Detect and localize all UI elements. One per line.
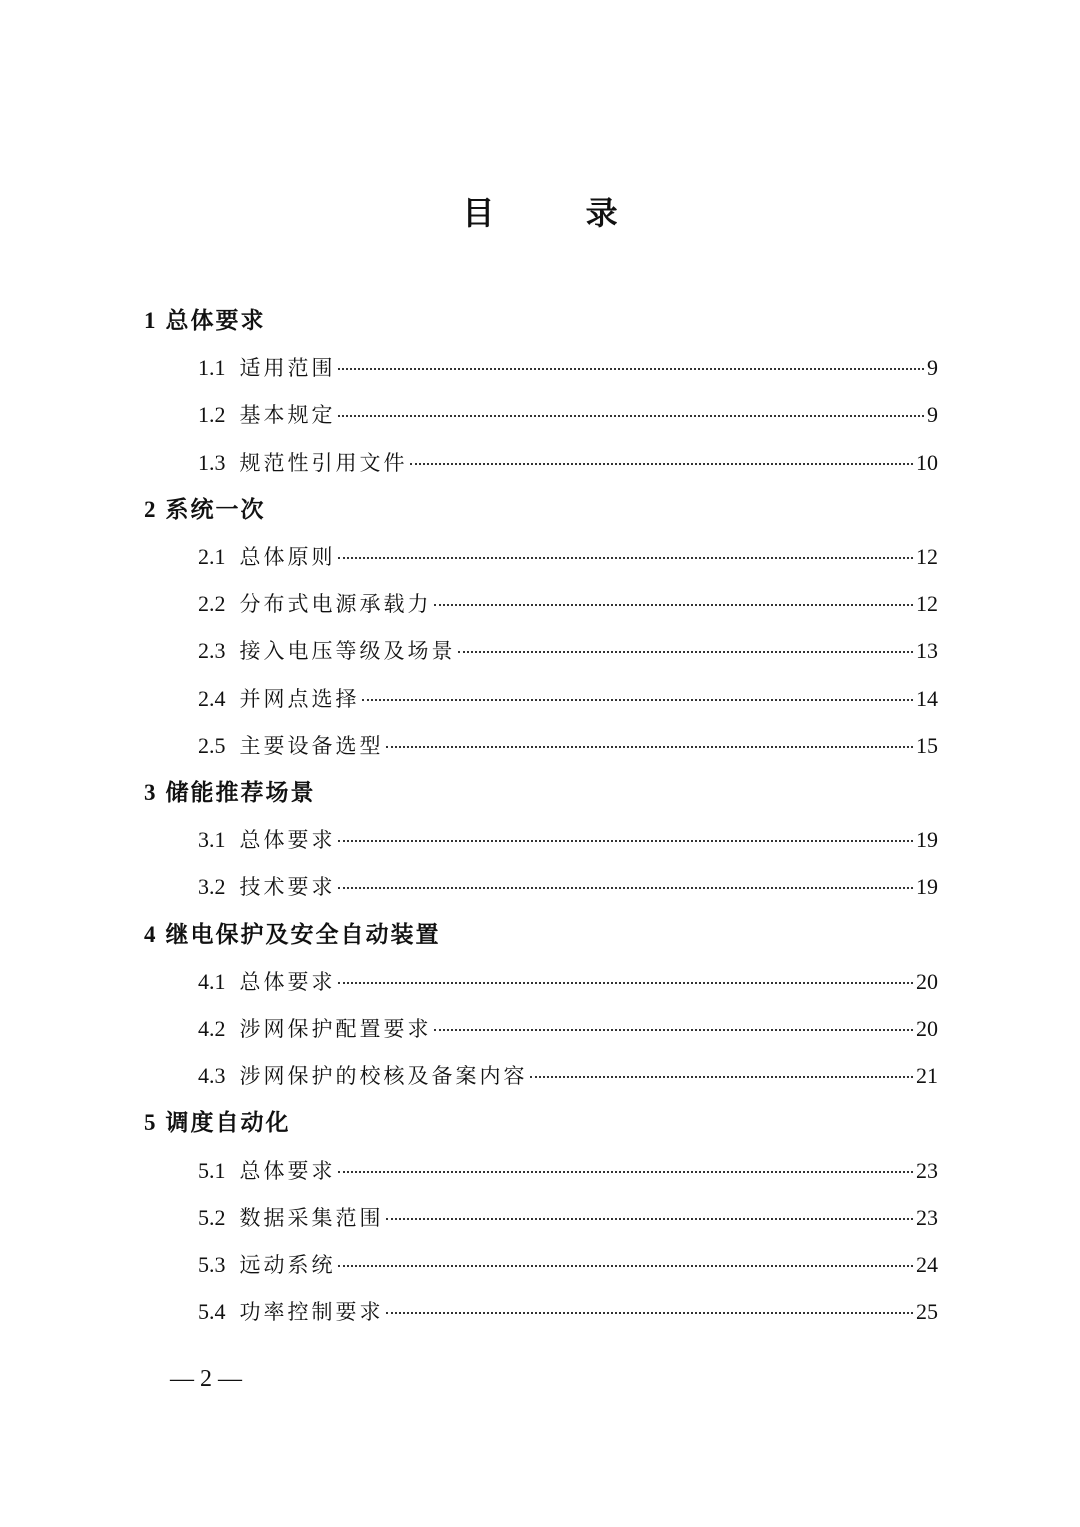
dot-leader	[386, 746, 914, 748]
toc-entry[interactable]	[198, 1203, 938, 1233]
section-title: 主要设备选型	[239, 733, 384, 758]
toc-entry[interactable]	[198, 825, 938, 855]
chapter-number: 2	[144, 496, 156, 522]
dot-leader	[434, 1029, 914, 1031]
section-title: 涉网保护配置要求	[239, 1017, 432, 1041]
page-number: 13	[916, 638, 938, 664]
section-number: 2.5	[198, 732, 226, 758]
section-title: 并网点选择	[239, 686, 360, 711]
dot-leader	[338, 887, 914, 889]
page-number: 23	[916, 1157, 938, 1183]
toc-chapter[interactable]	[144, 778, 316, 808]
chapter-title: 调度自动化	[165, 1110, 291, 1137]
chapter-number: 5	[144, 1110, 156, 1136]
section-title: 规范性引用文件	[239, 450, 408, 475]
section-title: 基本规定	[239, 403, 336, 428]
page-number: 9	[927, 355, 938, 381]
section-title: 分布式电源承载力	[239, 592, 432, 617]
toc-entry[interactable]	[198, 1250, 938, 1280]
section-title: 涉网保护的校核及备案内容	[239, 1064, 528, 1089]
page-number: 10	[916, 449, 938, 475]
dot-leader	[362, 699, 914, 701]
section-number: 3.2	[198, 874, 226, 900]
dot-leader	[530, 1076, 914, 1078]
dot-leader	[338, 415, 925, 417]
toc-entry[interactable]	[198, 400, 938, 430]
page-number: 14	[916, 685, 938, 711]
page-number: 23	[916, 1204, 938, 1230]
section-number: 5.1	[198, 1157, 226, 1183]
section-title: 功率控制要求	[239, 1300, 384, 1325]
dot-leader	[434, 604, 914, 606]
toc-entry[interactable]	[198, 731, 938, 761]
toc-entry[interactable]	[198, 684, 938, 714]
chapter-number: 4	[144, 921, 156, 947]
section-title: 总体原则	[239, 545, 336, 569]
section-number: 1.1	[198, 355, 226, 381]
toc-entry[interactable]	[198, 448, 938, 478]
section-number: 2.4	[198, 685, 226, 711]
chapter-title: 继电保护及安全自动装置	[165, 921, 441, 948]
section-title: 技术要求	[239, 875, 336, 900]
toc-entry[interactable]	[198, 1014, 938, 1044]
toc-chapter[interactable]	[144, 495, 266, 525]
page-title: 目 录	[462, 194, 658, 232]
toc-entry[interactable]	[198, 967, 938, 997]
dot-leader	[386, 1218, 914, 1220]
page-number: 20	[916, 968, 938, 994]
page-number: 12	[916, 591, 938, 617]
section-title: 总体要求	[239, 969, 336, 994]
toc-entry[interactable]	[198, 353, 938, 383]
page-number: 25	[916, 1299, 938, 1325]
section-title: 接入电压等级及场景	[239, 639, 456, 664]
section-title: 总体要求	[239, 1158, 336, 1183]
dot-leader	[338, 368, 925, 370]
toc-chapter[interactable]	[144, 920, 441, 950]
dot-leader	[386, 1312, 914, 1314]
page-number: 19	[916, 874, 938, 900]
section-number: 3.1	[198, 827, 226, 853]
dot-leader	[458, 651, 914, 653]
page-number: 21	[916, 1063, 938, 1089]
dot-leader	[338, 840, 914, 842]
section-number: 2.1	[198, 544, 226, 569]
toc-entry[interactable]	[198, 872, 938, 902]
section-number: 1.3	[198, 449, 226, 475]
section-number: 2.2	[198, 591, 226, 617]
toc-chapter[interactable]	[144, 1108, 291, 1138]
dot-leader	[338, 1171, 914, 1173]
toc-entry[interactable]	[198, 636, 938, 666]
toc-chapter[interactable]	[144, 306, 266, 336]
dot-leader	[338, 982, 914, 984]
page-number: 9	[927, 402, 938, 428]
section-title: 数据采集范围	[239, 1205, 384, 1230]
section-number: 4.1	[198, 968, 226, 994]
section-number: 5.4	[198, 1299, 226, 1325]
toc-entry[interactable]	[198, 1156, 938, 1186]
page-number-footer: — 2 —	[170, 1366, 242, 1392]
section-title: 总体要求	[239, 828, 336, 853]
section-number: 5.3	[198, 1252, 226, 1277]
chapter-number: 1	[144, 308, 156, 333]
chapter-title: 总体要求	[165, 308, 266, 334]
toc-entry[interactable]	[198, 1297, 938, 1327]
dot-leader	[338, 1265, 914, 1267]
section-title: 适用范围	[239, 356, 336, 381]
chapter-number: 3	[144, 780, 156, 805]
toc-entry[interactable]	[198, 589, 938, 619]
page-number: 15	[916, 732, 938, 758]
section-number: 1.2	[198, 402, 226, 428]
toc-entry[interactable]	[198, 542, 938, 572]
chapter-title: 系统一次	[165, 496, 266, 523]
section-number: 4.3	[198, 1063, 226, 1089]
section-number: 4.2	[198, 1016, 226, 1041]
page-number: 20	[916, 1016, 938, 1041]
dot-leader	[410, 463, 914, 465]
section-number: 5.2	[198, 1204, 226, 1230]
toc-entry[interactable]	[198, 1061, 938, 1091]
dot-leader	[338, 557, 914, 559]
page-number: 19	[916, 827, 938, 853]
page-number: 24	[916, 1252, 938, 1277]
page-number: 12	[916, 544, 938, 569]
section-number: 2.3	[198, 638, 226, 664]
section-title: 远动系统	[239, 1253, 336, 1277]
chapter-title: 储能推荐场景	[165, 780, 316, 806]
